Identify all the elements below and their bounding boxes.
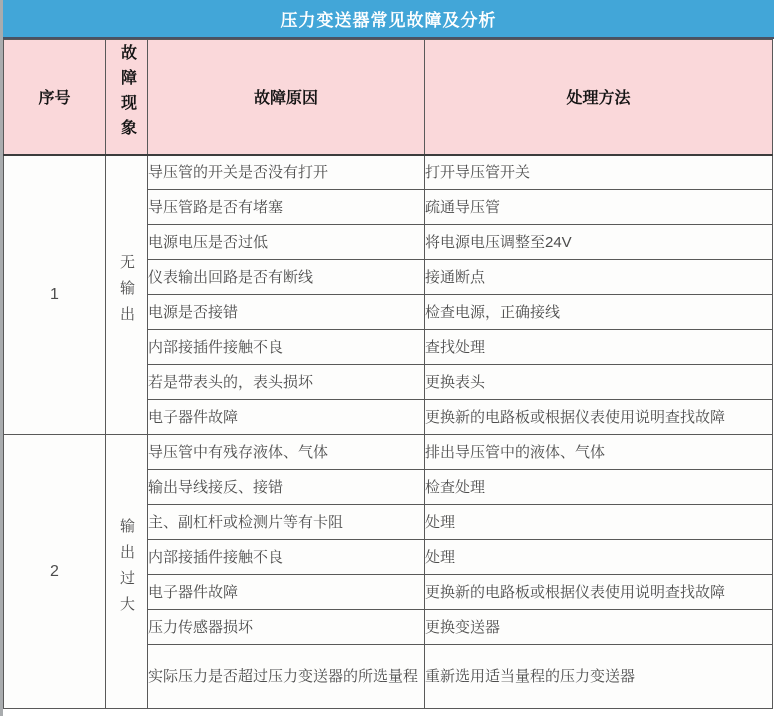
cause-cell: 实际压力是否超过压力变送器的所选量程 [148,645,425,709]
cause-cell: 仪表输出回路是否有断线 [148,260,425,295]
method-cell: 疏通导压管 [425,190,773,225]
method-cell: 将电源电压调整至24V [425,225,773,260]
header-col-cause: 故障原因 [148,40,425,155]
group-1-no: 1 [4,155,106,435]
cause-cell: 电子器件故障 [148,575,425,610]
method-cell: 排出导压管中的液体、气体 [425,435,773,470]
cause-cell: 电子器件故障 [148,400,425,435]
method-cell: 处理 [425,505,773,540]
group-1-phenomenon-label: 无输出 [118,253,135,332]
table-row [4,155,773,190]
page-bottom-margin [3,709,774,715]
group-2-no: 2 [4,435,106,709]
header-row [4,40,773,155]
method-cell: 重新选用适当量程的压力变送器 [425,645,773,709]
method-cell: 检查电源，正确接线 [425,295,773,330]
cause-cell: 电源电压是否过低 [148,225,425,260]
cause-cell: 内部接插件接触不良 [148,540,425,575]
cause-cell: 导压管的开关是否没有打开 [148,155,425,190]
cause-cell: 内部接插件接触不良 [148,330,425,365]
method-cell: 打开导压管开关 [425,155,773,190]
method-cell: 接通断点 [425,260,773,295]
method-cell: 检查处理 [425,470,773,505]
method-cell: 更换变送器 [425,610,773,645]
header-col-method: 处理方法 [425,40,773,155]
table-title: 压力变送器常见故障及分析 [3,0,774,39]
group-2-phenomenon [106,435,148,709]
header-col-phenomenon [106,40,148,155]
cause-cell: 若是带表头的，表头损坏 [148,365,425,400]
table-row [4,435,773,470]
method-cell: 更换新的电路板或根据仪表使用说明查找故障 [425,575,773,610]
method-cell: 更换表头 [425,365,773,400]
group-2-phenomenon-label: 输出过大 [118,517,135,622]
method-cell: 处理 [425,540,773,575]
cause-cell: 压力传感器损坏 [148,610,425,645]
cause-cell: 主、副杠杆或检测片等有卡阻 [148,505,425,540]
method-cell: 更换新的电路板或根据仪表使用说明查找故障 [425,400,773,435]
cause-cell: 导压管中有残存液体、气体 [148,435,425,470]
header-col-phenomenon-label: 故障现象 [118,44,136,145]
group-1-phenomenon [106,155,148,435]
fault-table [3,39,773,709]
cause-cell: 电源是否接错 [148,295,425,330]
method-cell: 查找处理 [425,330,773,365]
cause-cell: 输出导线接反、接错 [148,470,425,505]
cause-cell: 导压管路是否有堵塞 [148,190,425,225]
header-col-no: 序号 [4,40,106,155]
